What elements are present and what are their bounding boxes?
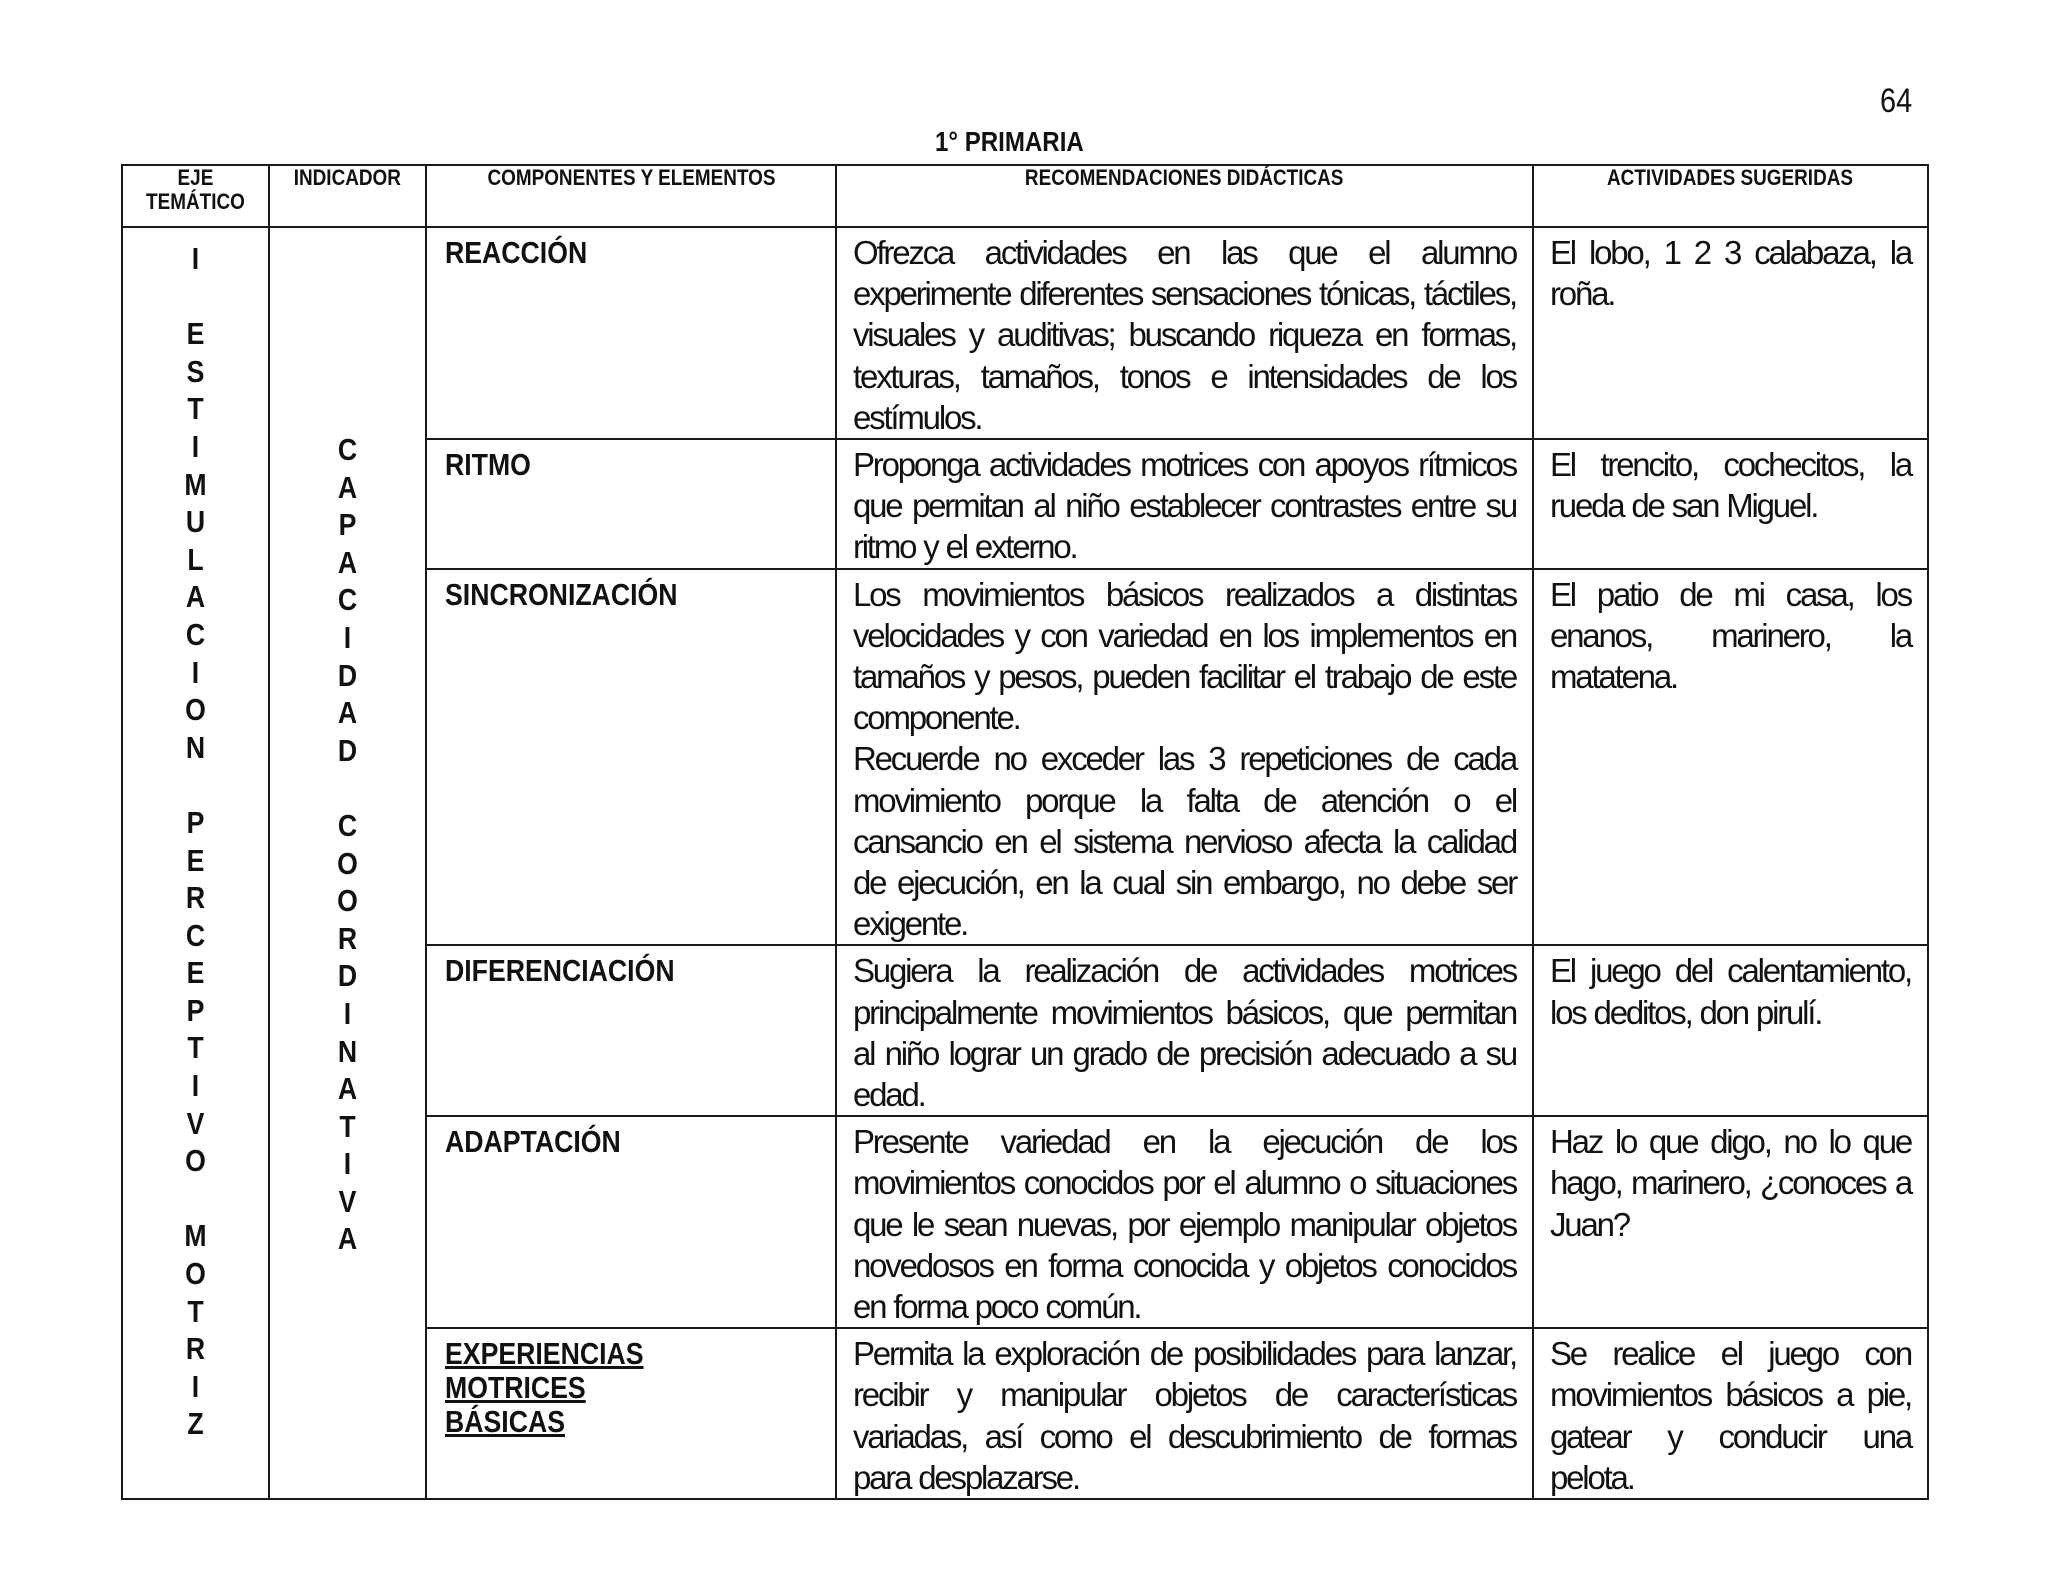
componente-label: DIFERENCIACIÓN [445,953,675,989]
actividades-text: El juego del calentamiento, los deditos, don pirulí. [1550,952,1911,1031]
actividades-text: El lobo, 1 2 3 calabaza, la roña. [1550,234,1911,313]
componente-label: SINCRONIZACIÓN [445,576,678,612]
recomendacion-text: Recuerde no exceder las 3 repeticiones de cada movimiento porque la falta de atención o el cansancio en el sistema nervioso afecta la calidad de ejecución, en la cual sin embargo, no debe ser exigente. [853,740,1516,943]
recomendacion-text: Presente variedad en la ejecución de los movimientos conocidos por el alumno o situaciones que le sean nuevas, por ejemplo manipular objetos novedosos en forma conocida y objetos conocidos en forma poco común. [853,1123,1516,1326]
actividades-cell [1533,945,1928,1116]
componente-cell [426,1328,836,1499]
actividades-cell [1533,439,1928,569]
recomendacion-cell [836,1116,1533,1328]
recomendacion-text: Ofrezca actividades en las que el alumno experimente diferentes sensaciones tónicas, táctiles, visuales y auditivas; buscando riqueza en formas, texturas, tamaños, tonos e intensidades de los estímulos. [853,234,1516,436]
page-number: 64 [1880,82,1913,120]
actividades-text: El patio de mi casa, los enanos, marinero, la matatena. [1550,575,1911,696]
recomendacion-text: Proponga actividades motrices con apoyos rítmicos que permitan al niño establecer contrastes entre su ritmo y el externo. [853,446,1516,566]
recomendacion-cell [836,945,1533,1116]
actividades-cell [1533,1116,1928,1328]
componente-label: RITMO [445,447,531,483]
componente-cell [426,1116,836,1328]
indicador-vertical-text: C A P A C I D A D C O O R D I N A T I V A [337,432,358,1257]
curriculum-table [121,164,1929,1500]
componente-cell [426,945,836,1116]
actividades-text: Se realice el juego con movimientos básicos a pie, gatear y conducir una pelota. [1550,1335,1911,1496]
recomendacion-text: Los movimientos básicos realizados a distintas velocidades y con variedad en los implementos en tamaños y pesos, pueden facilitar el trabajo de este componente. [853,575,1516,737]
eje-tematico-cell [122,227,269,1499]
header-actividades: ACTIVIDADES SUGERIDAS [1533,165,1928,227]
recomendacion-text: Sugiera la realización de actividades motrices principalmente movimientos básicos, que permitan al niño lograr un grado de precisión adecuado a su edad. [853,952,1516,1114]
componente-label: EXPERIENCIAS MOTRICES BÁSICAS [445,1336,644,1440]
recomendacion-cell [836,227,1533,439]
recomendacion-text: Permita la exploración de posibilidades para lanzar, recibir y manipular objetos de características variadas, así como el descubrimiento de formas para desplazarse. [853,1335,1516,1496]
page-title: 1° PRIMARIA [935,126,1084,157]
componente-cell [426,439,836,569]
componente-cell [426,569,836,946]
recomendacion-cell [836,1328,1533,1499]
actividades-cell [1533,227,1928,439]
recomendacion-cell [836,569,1533,946]
header-eje-tematico: EJE TEMÁTICO [122,165,269,227]
actividades-text: Haz lo que digo, no lo que hago, marinero, ¿conoces a Juan? [1550,1123,1911,1243]
table-row [122,227,1928,439]
header-indicador: INDICADOR [269,165,426,227]
actividades-cell [1533,1328,1928,1499]
actividades-cell [1533,569,1928,946]
componente-cell [426,227,836,439]
table-header-row [122,165,1928,227]
eje-tematico-vertical-text: I E S T I M U L A C I O N P E R C E P T I V O M O T R I Z [184,241,207,1442]
componente-label: ADAPTACIÓN [445,1124,621,1160]
componente-label: REACCIÓN [445,235,588,270]
indicador-cell [269,227,426,1499]
header-recomendaciones: RECOMENDACIONES DIDÁCTICAS [836,165,1533,227]
recomendacion-cell [836,439,1533,569]
header-componentes: COMPONENTES Y ELEMENTOS [426,165,836,227]
actividades-text: El trencito, cochecitos, la rueda de san Miguel. [1550,446,1911,525]
